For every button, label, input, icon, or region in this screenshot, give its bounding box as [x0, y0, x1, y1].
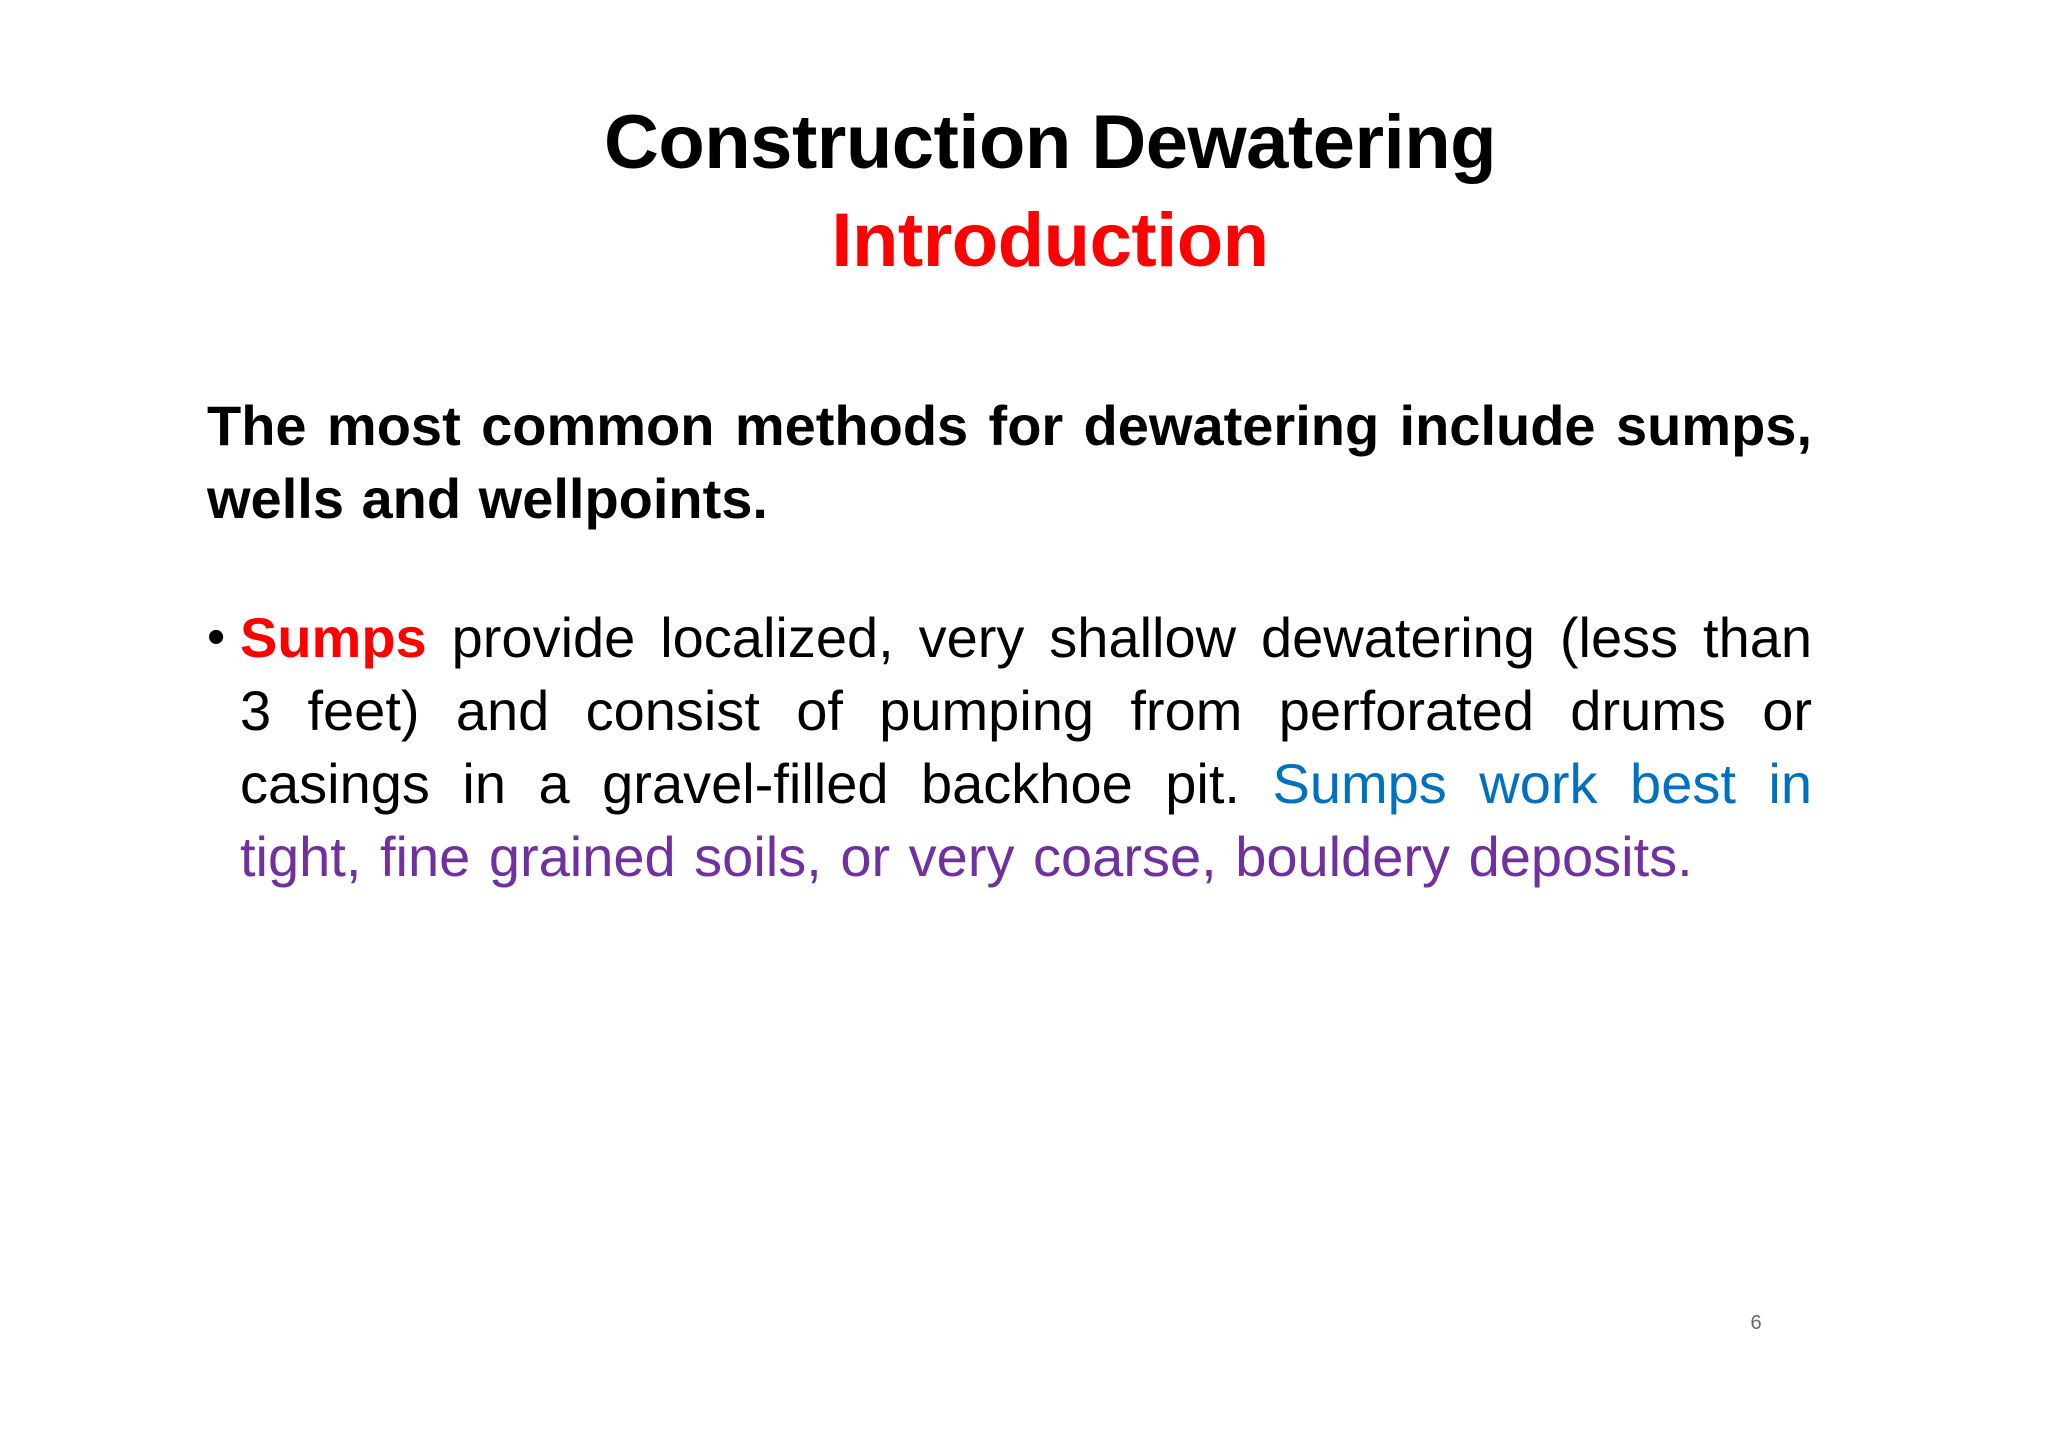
- intro-paragraph: The most common methods for dewatering include sumps, wells and wellpoints.: [207, 394, 1812, 530]
- bullet-text: [240, 601, 1812, 893]
- bullet-item: [207, 601, 1812, 893]
- page-number: 6: [1750, 1312, 1762, 1334]
- bullet-blue-text: Sumps work best in: [1272, 752, 1813, 815]
- bullet-purple-text: tight, fine grained soils, or very coarse, bouldery deposits.: [240, 825, 1693, 888]
- slide-subtitle: Introduction: [831, 198, 1269, 283]
- slide-title-block: [0, 94, 2048, 290]
- slide-title: Construction Dewatering: [603, 100, 1497, 185]
- bullet-marker: •: [207, 608, 226, 666]
- bullet-keyword: Sumps: [240, 606, 427, 669]
- bullet-main-text: provide localized, very shallow dewatering (less than 3 feet) and consist of pumping from perforated drums or casings in a gravel-filled backhoe pit.: [240, 606, 1812, 815]
